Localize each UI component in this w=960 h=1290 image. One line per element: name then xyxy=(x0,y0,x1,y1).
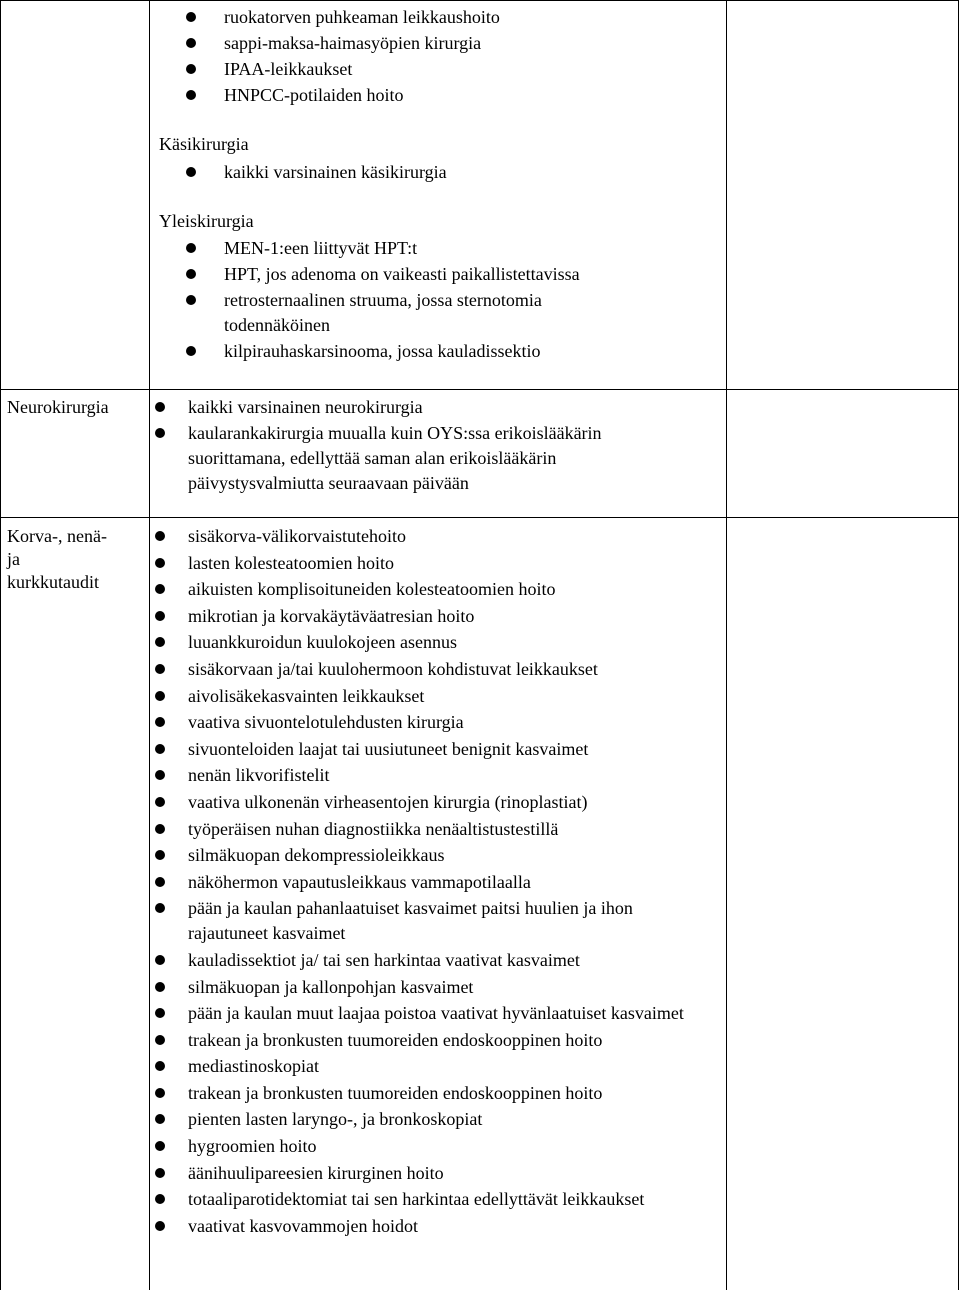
list-item: silmäkuopan ja kallonpohjan kasvaimet xyxy=(155,975,700,1000)
list-item: silmäkuopan dekompressioleikkaus xyxy=(155,843,700,868)
list-item: lasten kolesteatoomien hoito xyxy=(155,551,700,576)
list-item: vaativa ulkonenän virheasentojen kirurgia (rinoplastiat) xyxy=(155,790,700,815)
list-item: nenän likvorifistelit xyxy=(155,763,700,788)
list-item: kaikki varsinainen neurokirurgia xyxy=(155,395,700,420)
list-item: totaaliparotidektomiat tai sen harkintaa edellyttävät leikkaukset xyxy=(155,1187,700,1212)
bullet-icon xyxy=(155,611,165,621)
list-item: trakean ja bronkusten tuumoreiden endoskooppinen hoito xyxy=(155,1028,700,1053)
table-border-top xyxy=(0,0,959,1)
list-item: sivuonteloiden laajat tai uusiutuneet benignit kasvaimet xyxy=(155,737,700,762)
bullet-icon xyxy=(186,38,196,48)
bullet-icon xyxy=(155,664,165,674)
bullet-icon xyxy=(155,558,165,568)
bullet-icon xyxy=(155,428,165,438)
list-item: näköhermon vapautusleikkaus vammapotilaalla xyxy=(155,870,700,895)
yleiskirurgia-heading: Yleiskirurgia xyxy=(159,211,254,231)
row-divider-1 xyxy=(0,389,959,390)
list-item: sappi-maksa-haimasyöpien kirurgia xyxy=(186,31,716,56)
row-divider-2 xyxy=(0,517,959,518)
korva-nena-kurkkutaudit-label xyxy=(7,525,107,594)
bullet-icon xyxy=(155,1221,165,1231)
bullet-icon xyxy=(186,346,196,356)
bullet-list-top xyxy=(186,5,716,108)
list-item: pään ja kaulan pahanlaatuiset kasvaimet paitsi huulien ja ihon rajautuneet kasvaimet xyxy=(155,896,700,946)
bullet-icon xyxy=(186,12,196,22)
list-item: pienten lasten laryngo-, ja bronkoskopiat xyxy=(155,1107,700,1132)
list-item: pään ja kaulan muut laajaa poistoa vaativat hyvänlaatuiset kasvaimet xyxy=(155,1001,700,1026)
list-item: vaativat kasvovammojen hoidot xyxy=(155,1214,700,1239)
list-item: kaikki varsinainen käsikirurgia xyxy=(186,160,716,185)
table-border-right xyxy=(958,0,959,1290)
bullet-icon xyxy=(155,982,165,992)
bullet-icon xyxy=(155,402,165,412)
list-item: retrosternaalinen struuma, jossa sternotomia todennäköinen xyxy=(186,288,646,338)
list-item: trakean ja bronkusten tuumoreiden endoskooppinen hoito xyxy=(155,1081,700,1106)
list-item: vaativa sivuontelotulehdusten kirurgia xyxy=(155,710,700,735)
bullet-list-yleiskirurgia xyxy=(186,236,646,364)
bullet-icon xyxy=(186,269,196,279)
bullet-icon xyxy=(155,797,165,807)
bullet-icon xyxy=(155,1088,165,1098)
table-border-left xyxy=(0,0,1,1290)
bullet-icon xyxy=(155,877,165,887)
bullet-icon xyxy=(186,90,196,100)
label-line: kurkkutaudit xyxy=(7,572,99,592)
kasikirurgia-heading: Käsikirurgia xyxy=(159,134,249,154)
bullet-icon xyxy=(186,167,196,177)
neurokirurgia-label: Neurokirurgia xyxy=(7,397,109,417)
list-item: aikuisten komplisoituneiden kolesteatoomien hoito xyxy=(155,577,700,602)
table-border-col1 xyxy=(149,0,150,1290)
bullet-icon xyxy=(155,955,165,965)
list-item: kilpirauhaskarsinooma, jossa kauladissektio xyxy=(186,339,646,364)
list-item: sisäkorvaan ja/tai kuulohermoon kohdistuvat leikkaukset xyxy=(155,657,700,682)
list-item: mediastinoskopiat xyxy=(155,1054,700,1079)
bullet-list-neurokirurgia xyxy=(155,395,700,496)
bullet-list-kasikirurgia xyxy=(186,160,716,185)
bullet-icon xyxy=(155,824,165,834)
list-item: mikrotian ja korvakäytäväatresian hoito xyxy=(155,604,700,629)
bullet-list-korva xyxy=(155,524,700,1239)
bullet-icon xyxy=(155,691,165,701)
list-item: sisäkorva-välikorvaistutehoito xyxy=(155,524,700,549)
list-item: kaularankakirurgia muualla kuin OYS:ssa erikoislääkärin suorittamana, edellyttää saman alan erikoislääkärin päivystysvalmiutta seuraavaan päivään xyxy=(155,421,700,496)
list-item: kauladissektiot ja/ tai sen harkintaa vaativat kasvaimet xyxy=(155,948,700,973)
table-border-col2 xyxy=(726,0,727,1290)
bullet-icon xyxy=(186,295,196,305)
list-item: hygroomien hoito xyxy=(155,1134,700,1159)
bullet-icon xyxy=(155,744,165,754)
bullet-icon xyxy=(155,1168,165,1178)
bullet-icon xyxy=(155,531,165,541)
list-item: HNPCC-potilaiden hoito xyxy=(186,83,716,108)
list-item: aivolisäkekasvainten leikkaukset xyxy=(155,684,700,709)
bullet-icon xyxy=(155,1035,165,1045)
list-item: MEN-1:een liittyvät HPT:t xyxy=(186,236,646,261)
list-item: työperäisen nuhan diagnostiikka nenäaltistustestillä xyxy=(155,817,700,842)
list-item: äänihuulipareesien kirurginen hoito xyxy=(155,1161,700,1186)
label-line: Korva-, nenä- xyxy=(7,526,107,546)
label-line: ja xyxy=(7,549,20,569)
bullet-icon xyxy=(186,64,196,74)
bullet-icon xyxy=(155,1141,165,1151)
list-item: luuankkuroidun kuulokojeen asennus xyxy=(155,630,700,655)
list-item: IPAA-leikkaukset xyxy=(186,57,716,82)
bullet-icon xyxy=(186,243,196,253)
list-item: HPT, jos adenoma on vaikeasti paikallistettavissa xyxy=(186,262,646,287)
list-item: ruokatorven puhkeaman leikkaushoito xyxy=(186,5,716,30)
